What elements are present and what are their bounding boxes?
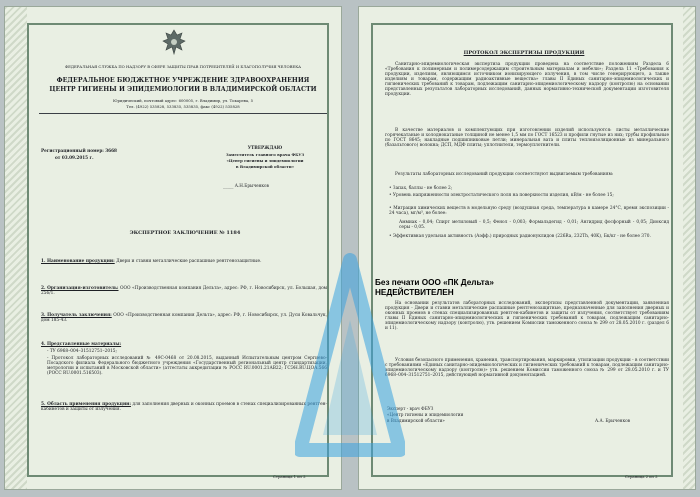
certificate-page-left (4, 6, 342, 490)
expert-sign-line: Эксперт - врач ФБУЗ (387, 406, 434, 411)
protocol-paragraph-2: В качестве материалов и комплектующих при изготовлении изделий используются: листы металлические горячекатаные и холоднокатаные толщиной не менее 1,5 мм по ГОСТ 16523 и профили гнутые из них; трубы профильные по ГОСТ 8645; накладные подшипниковые петли; минеральная вата и плиты теплоизоляционные из минерального (базальтового) волокна; ДСП, МДФ плиты; уплотнители, термоуплотнители. (385, 128, 669, 148)
expert-name: А.А. Брыченков (595, 418, 630, 423)
guilloche-border (683, 7, 695, 489)
org-title-line1: ФЕДЕРАЛЬНОЕ БЮДЖЕТНОЕ УЧРЕЖДЕНИЕ ЗДРАВООХРАНЕНИЯ (56, 77, 310, 84)
protocol-paragraph-5: Условия безопасного применения, хранения, транспортирования, маркировки, утилизации продукции - в соответствии с требованиями «Единых санитарно-эпидемиологических и гигиенических требований к товарам, подлежащим санитарно-эпидемиологическому надзору (контролю)» утв. решением Комиссии таможенного союза № 299 от 28.05.2010 г. и ТУ 6968–004–31512751–2015, действующей нормативной документацией. (385, 358, 669, 378)
registration-date: от 03.09.2015 г. (55, 155, 94, 160)
item-product: 1. Наименование продукции: Двери и ставни металлические распашные рентгенозащитные. (41, 259, 262, 264)
invalid-notice (375, 278, 525, 299)
protocol-paragraph-3: Результаты лабораторных исследований продукции соответствуют выдвигаемым требованиям: (395, 172, 614, 177)
certificate-page-right (358, 6, 696, 490)
approve-line: Заместитель главного врача ФБУЗ (225, 152, 305, 157)
item-materials-label: 4. Представленные материалы: (41, 342, 122, 347)
invalid-notice-line2: НЕДЕЙСТВИТЕЛЕН (375, 288, 454, 298)
item-manufacturer: 2. Организация-изготовитель: ООО «Производственная компания Дельта», адрес: РФ, г. Новосибирск, ул. Большая, дом 256/1. (41, 286, 328, 296)
org-address: Юридический, почтовый адрес: 600005, г. Владимир, ул. Токарева, 5 (113, 98, 253, 103)
expert-sign-line: в Владимирской области» (387, 418, 445, 423)
item-materials-tu: - ТУ 6968–004–31512751–2015; (47, 349, 117, 354)
protocol-paragraph-1: Санитарно-эпидемиологическая экспертиза продукции проведена на соответствие положениям Раздела 6 «Требования к полимерным и полимерсодержащим строительным материалам и мебели»; Раздела 11 «Требования к продукции, изделиям, являющимся источником ионизирующего излучения, в том числе генерирующего, а также изделиям и товарам, содержащим радиоактивные вещества» главы II Единых санитарно-эпидемиологических и гигиенических требований к товарам, подлежащим санитарно-эпидемиологическому надзору (контролю) на основании представленных результатов лабораторных исследований, данных нормативно-технической документации изготовителя продукции. (385, 62, 669, 97)
approve-line: «Центр гигиены и эпидемиологии (226, 158, 304, 163)
agency-line: ФЕДЕРАЛЬНАЯ СЛУЖБА ПО НАДЗОРУ В СФЕРЕ ЗАЩИТЫ ПРАВ ПОТРЕБИТЕЛЕЙ И БЛАГОПОЛУЧИЯ ЧЕЛОВЕКА (64, 64, 302, 69)
org-phones: Тел. (4922) 535828, 533835, 535835, факс (4922) 535828 (126, 104, 240, 109)
conclusion-title: ЭКСПЕРТНОЕ ЗАКЛЮЧЕНИЕ № 1184 (129, 230, 241, 236)
page-number: Страница 2 из 2 (625, 474, 658, 479)
coat-of-arms-icon (160, 27, 188, 57)
org-title-line2: ЦЕНТР ГИГИЕНЫ И ЭПИДЕМИОЛОГИИ В ВЛАДИМИРСКОЙ ОБЛАСТИ (49, 86, 317, 93)
protocol-paragraph-4: На основании результатов лабораторных исследований, экспертизы представленной документации, заявленная продукция - Двери и ставни металлические распашные рентгенозащитные, предназначенные для заполнения дверных и оконных проемов в стенах специализированных рентген-кабинетов и защиты от излучения, соответствует требованиям главы II Единых санитарно-эпидемиологических и гигиенических требований к товарам, подлежащим санитарно-эпидемиологическому надзору (контролю), утв. решением Комиссии таможенного союза № 299 от 28.05.2010 г. (раздел 6 и 11). (385, 301, 669, 331)
item-recipient: 3. Получатель заключения: ООО «Производственная компания Дельта», адрес: РФ, г. Новосибирск, ул. Дуси Ковальчук, дом 185-43. (41, 313, 327, 323)
item-application: 5. Область применения продукции: для заполнения дверных и оконных проемов в стенах специализированных рентген-кабинетов и защиты от излучения. (41, 402, 327, 412)
result-radionuclides: • Эффективная удельная активность (Аэфф.) природных радионуклидов (226Ra, 232Th, 40K), Бк/кг - не более 370. (389, 234, 651, 239)
item-materials-protocol: - Протокол лабораторных исследований № 49С-0468 от 20.08.2015, выданный Испытательным центром Сергиево-Посадского филиала Федерального бюджетного учреждения «Государственный региональный центр стандартизации, метрологии и испытаний в Московской области» (аттестаты аккредитации № РОСС RU.0001.21АВ22; ГСЭН.RU.ЦОА.566 (РОСС RU.0001.516503). (47, 356, 327, 376)
approve-signature: _____ А.Н.Брыченков (223, 183, 269, 188)
expert-sign-line: «Центр гигиены и эпидемиологии (387, 412, 464, 417)
result-migration: • Миграция химических веществ в модельную среду (воздушная среда, температура в камере 24°С, время экспозиции - 24 часа), мг/м³, не более: (389, 206, 669, 216)
registration-number: Регистрационный номер: 3668 (41, 148, 117, 153)
guilloche-border (5, 7, 27, 489)
protocol-title: ПРОТОКОЛ ЭКСПЕРТИЗЫ ПРОДУКЦИИ (463, 50, 585, 56)
page-number: Страница 1 из 2 (273, 474, 306, 479)
invalid-notice-line1: Без печати ООО «ПК Дельта» (375, 278, 494, 287)
approve-title: УТВЕРЖДАЮ (247, 145, 283, 150)
result-electrostatic: • Уровень напряженности электростатического поля на поверхности изделия, кВ/м - не более 15; (389, 193, 614, 198)
result-odor: • Запах, баллы - не более 2; (389, 186, 453, 191)
result-migration-values: Аммиак - 0,04; Спирт метиловый - 0,5; Фенол - 0,003; Формальдегид - 0,01; Ангидрид фосфорный - 0,05; Диоксид серы - 0,05. (399, 220, 669, 230)
approve-line: в Владимирской области» (235, 164, 295, 169)
